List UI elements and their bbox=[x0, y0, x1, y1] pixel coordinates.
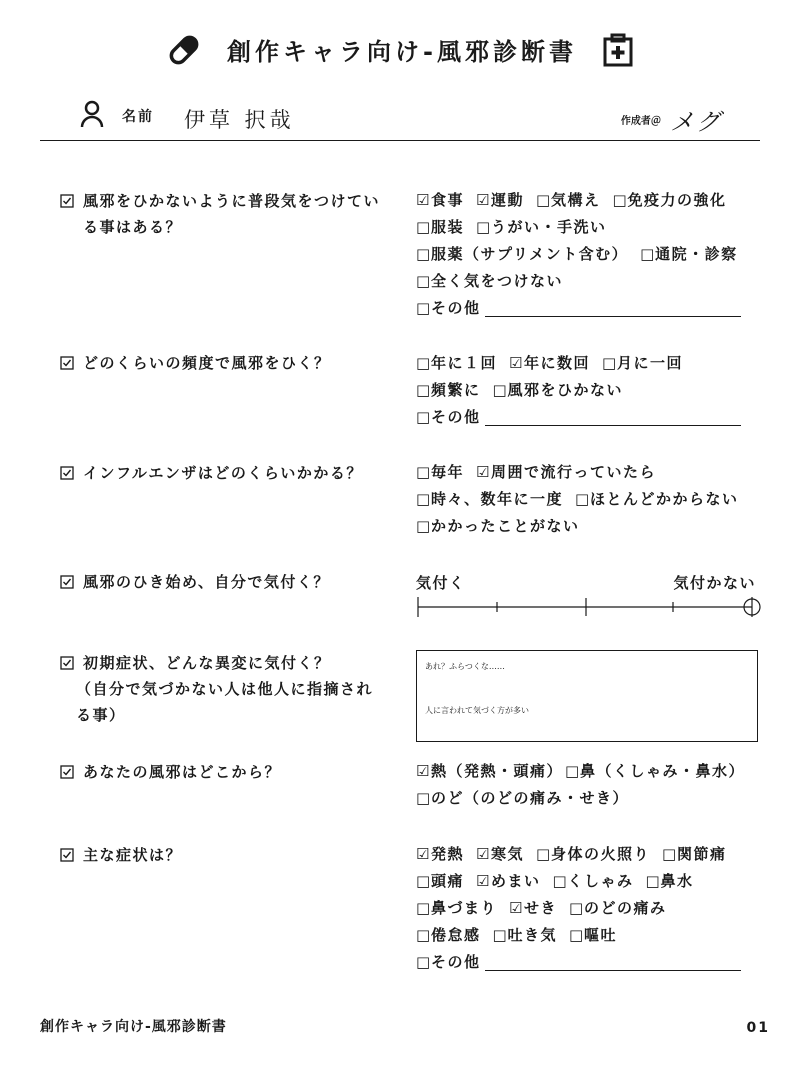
question-text: 初期症状、どんな異変に気付く？ bbox=[83, 654, 331, 672]
q7-options bbox=[416, 841, 776, 976]
checkbox-checked-icon bbox=[60, 575, 74, 589]
option-fever[interactable]: ☑発熱 bbox=[416, 845, 465, 863]
option-other[interactable]: □その他 bbox=[416, 953, 481, 971]
author bbox=[621, 102, 722, 137]
question-2 bbox=[60, 350, 380, 376]
question-7 bbox=[60, 842, 380, 868]
question-text: インフルエンザはどのくらいかかる？ bbox=[83, 464, 363, 482]
question-1 bbox=[60, 188, 380, 240]
option-clothing[interactable]: □服装 bbox=[416, 218, 465, 236]
option-dizziness[interactable]: ☑めまい bbox=[476, 872, 541, 890]
other-input-line[interactable] bbox=[485, 425, 741, 426]
q3-options bbox=[416, 459, 776, 540]
option-mindset[interactable]: □気構え bbox=[536, 191, 601, 209]
option-sore-throat[interactable]: □のどの痛み bbox=[569, 899, 667, 917]
person-icon bbox=[80, 100, 104, 128]
question-4 bbox=[60, 569, 380, 595]
option-meal[interactable]: ☑食事 bbox=[416, 191, 465, 209]
author-label: 作成者＠ bbox=[620, 116, 661, 127]
option-none[interactable]: □全く気をつけない bbox=[416, 272, 564, 290]
other-input-line[interactable] bbox=[485, 316, 741, 317]
name-row bbox=[80, 100, 760, 140]
option-vomiting[interactable]: □嘔吐 bbox=[569, 926, 618, 944]
medical-kit-icon bbox=[603, 33, 633, 67]
author-name: メグ bbox=[670, 108, 722, 136]
option-medication[interactable]: □服薬（サプリメント含む） bbox=[416, 245, 629, 263]
option-flush[interactable]: □身体の火照り bbox=[536, 845, 651, 863]
option-every-year[interactable]: □毎年 bbox=[416, 463, 465, 481]
option-cough[interactable]: ☑せき bbox=[509, 899, 558, 917]
option-fever[interactable]: ☑熱（発熱・頭痛） bbox=[416, 762, 564, 780]
answer-line-2: 人に言われて気づく方が多い bbox=[425, 706, 529, 715]
page-title: 創作キャラ向け-風邪診断書 bbox=[227, 38, 577, 66]
checkbox-checked-icon bbox=[60, 848, 74, 862]
checkbox-checked-icon bbox=[60, 466, 74, 480]
question-subtext: （自分で気づかない人は他人に指摘される事） bbox=[76, 680, 374, 724]
other-input-line[interactable] bbox=[485, 970, 741, 971]
option-gargle-wash[interactable]: □うがい・手洗い bbox=[476, 218, 607, 236]
option-when-epidemic[interactable]: ☑周囲で流行っていたら bbox=[476, 463, 657, 481]
option-sometimes[interactable]: □時々、数年に一度 bbox=[416, 490, 564, 508]
question-5 bbox=[60, 650, 380, 728]
awareness-scale[interactable] bbox=[410, 594, 770, 622]
option-nose[interactable]: □鼻（くしゃみ・鼻水） bbox=[565, 762, 746, 780]
name-label: 名前 bbox=[122, 109, 154, 125]
page-number: 01 bbox=[746, 1020, 770, 1036]
option-stuffy-nose[interactable]: □鼻づまり bbox=[416, 899, 498, 917]
checkbox-checked-icon bbox=[60, 356, 74, 370]
option-chills[interactable]: ☑寒気 bbox=[476, 845, 525, 863]
q1-options bbox=[416, 187, 776, 322]
option-exercise[interactable]: ☑運動 bbox=[476, 191, 525, 209]
option-runny-nose[interactable]: □鼻水 bbox=[645, 872, 694, 890]
option-several-a-year[interactable]: ☑年に数回 bbox=[509, 354, 591, 372]
q6-options bbox=[416, 758, 776, 812]
page-title-row bbox=[0, 32, 800, 67]
q2-options bbox=[416, 350, 776, 431]
question-text: あなたの風邪はどこから？ bbox=[83, 763, 282, 781]
option-never[interactable]: □風邪をひかない bbox=[492, 381, 624, 399]
option-throat[interactable]: □のど（のどの痛み・せき） bbox=[416, 789, 630, 807]
pill-icon bbox=[167, 33, 201, 67]
option-fatigue[interactable]: □倦怠感 bbox=[416, 926, 481, 944]
question-text: 主な症状は？ bbox=[83, 846, 183, 864]
scale-left-label: 気付く bbox=[416, 574, 466, 592]
option-never-had[interactable]: □かかったことがない bbox=[416, 517, 580, 535]
option-hospital[interactable]: □通院・診察 bbox=[640, 245, 738, 263]
option-often[interactable]: □頻繁に bbox=[416, 381, 481, 399]
option-other[interactable]: □その他 bbox=[416, 408, 481, 426]
option-nausea[interactable]: □吐き気 bbox=[492, 926, 558, 944]
question-text: 風邪のひき始め、自分で気付く？ bbox=[83, 573, 330, 591]
scale-right-label: 気付かない bbox=[673, 574, 756, 592]
header-divider bbox=[40, 140, 760, 141]
option-other[interactable]: □その他 bbox=[416, 299, 481, 317]
name-value: 伊草 択哉 bbox=[184, 108, 295, 132]
question-text: 風邪をひかないように普段気をつけている事はある？ bbox=[83, 192, 381, 236]
option-immunity[interactable]: □免疫力の強化 bbox=[612, 191, 727, 209]
option-headache[interactable]: □頭痛 bbox=[416, 872, 465, 890]
option-rarely[interactable]: □ほとんどかからない bbox=[575, 490, 739, 508]
question-6 bbox=[60, 759, 380, 785]
checkbox-checked-icon bbox=[60, 765, 74, 779]
footer-title: 創作キャラ向け-風邪診断書 bbox=[40, 1019, 227, 1035]
question-3 bbox=[60, 460, 380, 486]
option-sneeze[interactable]: □くしゃみ bbox=[552, 872, 634, 890]
answer-line-1: あれ？ふらつくな…… bbox=[425, 662, 505, 671]
option-joint-pain[interactable]: □関節痛 bbox=[662, 845, 727, 863]
option-once-a-year[interactable]: □年に１回 bbox=[416, 354, 498, 372]
checkbox-checked-icon bbox=[60, 656, 74, 670]
free-answer-box[interactable] bbox=[416, 650, 758, 742]
option-monthly[interactable]: □月に一回 bbox=[602, 354, 684, 372]
checkbox-checked-icon bbox=[60, 194, 74, 208]
question-text: どのくらいの頻度で風邪をひく？ bbox=[83, 354, 331, 372]
